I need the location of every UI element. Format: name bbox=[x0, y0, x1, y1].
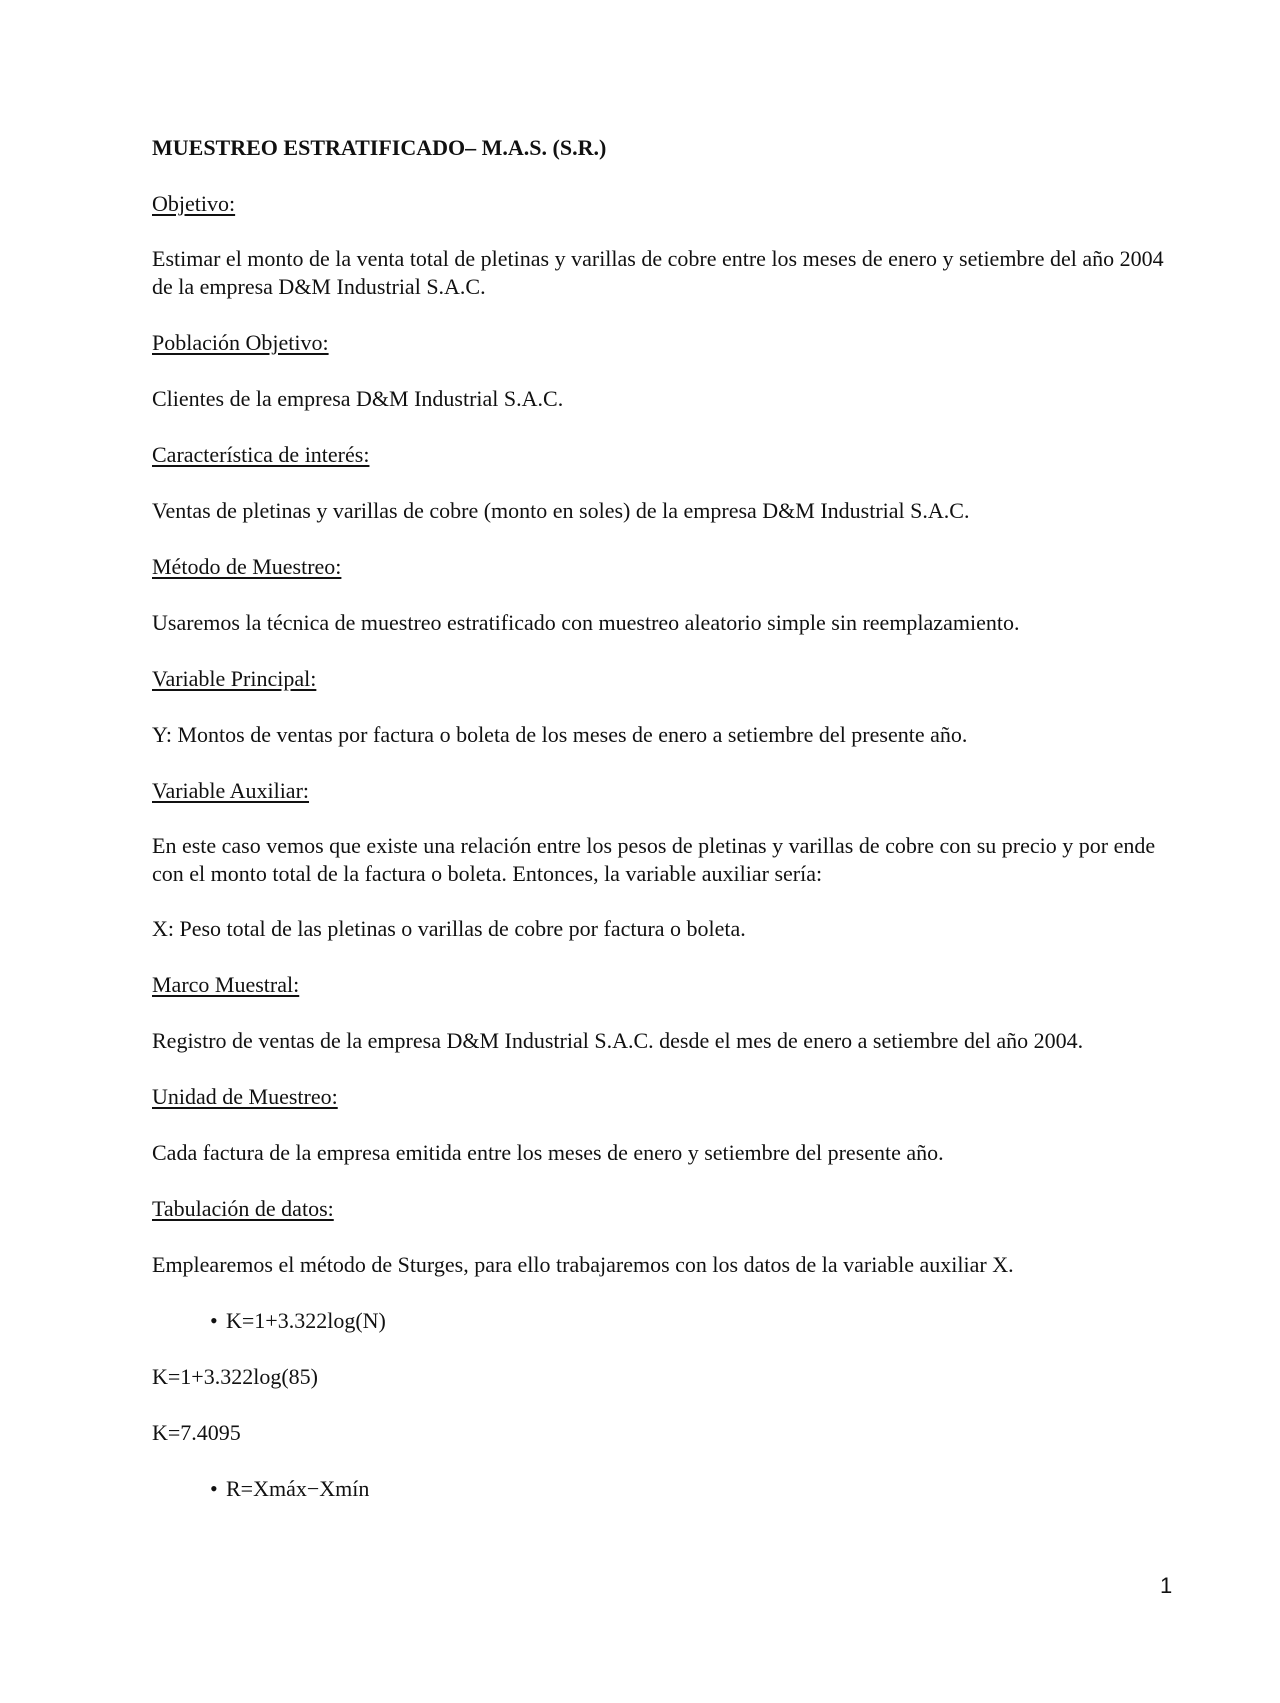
heading-unidad-muestreo: Unidad de Muestreo: bbox=[152, 1084, 338, 1109]
heading-variable-auxiliar: Variable Auxiliar: bbox=[152, 778, 310, 803]
formula-r: R=Xmáx−Xmín bbox=[226, 1476, 370, 1501]
paragraph-poblacion-objetivo: Clientes de la empresa D&M Industrial S.A.C. bbox=[152, 386, 564, 411]
formula-k-substituted: K=1+3.322log(85) bbox=[152, 1364, 318, 1389]
bullet-icon: • bbox=[210, 1476, 218, 1501]
heading-objetivo: Objetivo: bbox=[152, 191, 236, 216]
paragraph-variable-auxiliar: En este caso vemos que existe una relación entre los pesos de pletinas y varillas de cobre con su precio y por ende con el monto total de la factura o boleta. Entonces, la variable auxiliar sería: bbox=[152, 833, 1156, 886]
heading-variable-principal: Variable Principal: bbox=[152, 666, 317, 691]
paragraph-metodo-muestreo: Usaremos la técnica de muestreo estratificado con muestreo aleatorio simple sin reemplazamiento. bbox=[152, 610, 1020, 635]
bullet-item-k-formula bbox=[210, 1307, 1230, 1335]
heading-caracteristica: Característica de interés: bbox=[152, 442, 370, 467]
heading-marco-muestral: Marco Muestral: bbox=[152, 972, 300, 997]
paragraph-variable-principal: Y: Montos de ventas por factura o boleta de los meses de enero a setiembre del presente año. bbox=[152, 722, 968, 747]
paragraph-variable-x: X: Peso total de las pletinas o varillas de cobre por factura o boleta. bbox=[152, 916, 746, 941]
bullet-item-r-formula bbox=[210, 1475, 1230, 1503]
formula-k-result: K=7.4095 bbox=[152, 1420, 241, 1445]
formula-k: K=1+3.322log(N) bbox=[226, 1308, 386, 1333]
page-number: 1 bbox=[1160, 1573, 1173, 1598]
paragraph-caracteristica: Ventas de pletinas y varillas de cobre (monto en soles) de la empresa D&M Industrial S.A.C. bbox=[152, 498, 970, 523]
paragraph-tabulacion: Emplearemos el método de Sturges, para ello trabajaremos con los datos de la variable auxiliar X. bbox=[152, 1252, 1014, 1277]
paragraph-marco-muestral: Registro de ventas de la empresa D&M Industrial S.A.C. desde el mes de enero a setiembre del año 2004. bbox=[152, 1028, 1084, 1053]
heading-tabulacion: Tabulación de datos: bbox=[152, 1196, 334, 1221]
paragraph-unidad-muestreo: Cada factura de la empresa emitida entre los meses de enero y setiembre del presente año. bbox=[152, 1140, 944, 1165]
paragraph-objetivo: Estimar el monto de la venta total de pletinas y varillas de cobre entre los meses de enero y setiembre del año 2004 de la empresa D&M Industrial S.A.C. bbox=[152, 246, 1164, 299]
bullet-icon: • bbox=[210, 1308, 218, 1333]
heading-poblacion-objetivo: Población Objetivo: bbox=[152, 330, 329, 355]
document-title: MUESTREO ESTRATIFICADO– M.A.S. (S.R.) bbox=[152, 135, 607, 160]
heading-metodo-muestreo: Método de Muestreo: bbox=[152, 554, 342, 579]
